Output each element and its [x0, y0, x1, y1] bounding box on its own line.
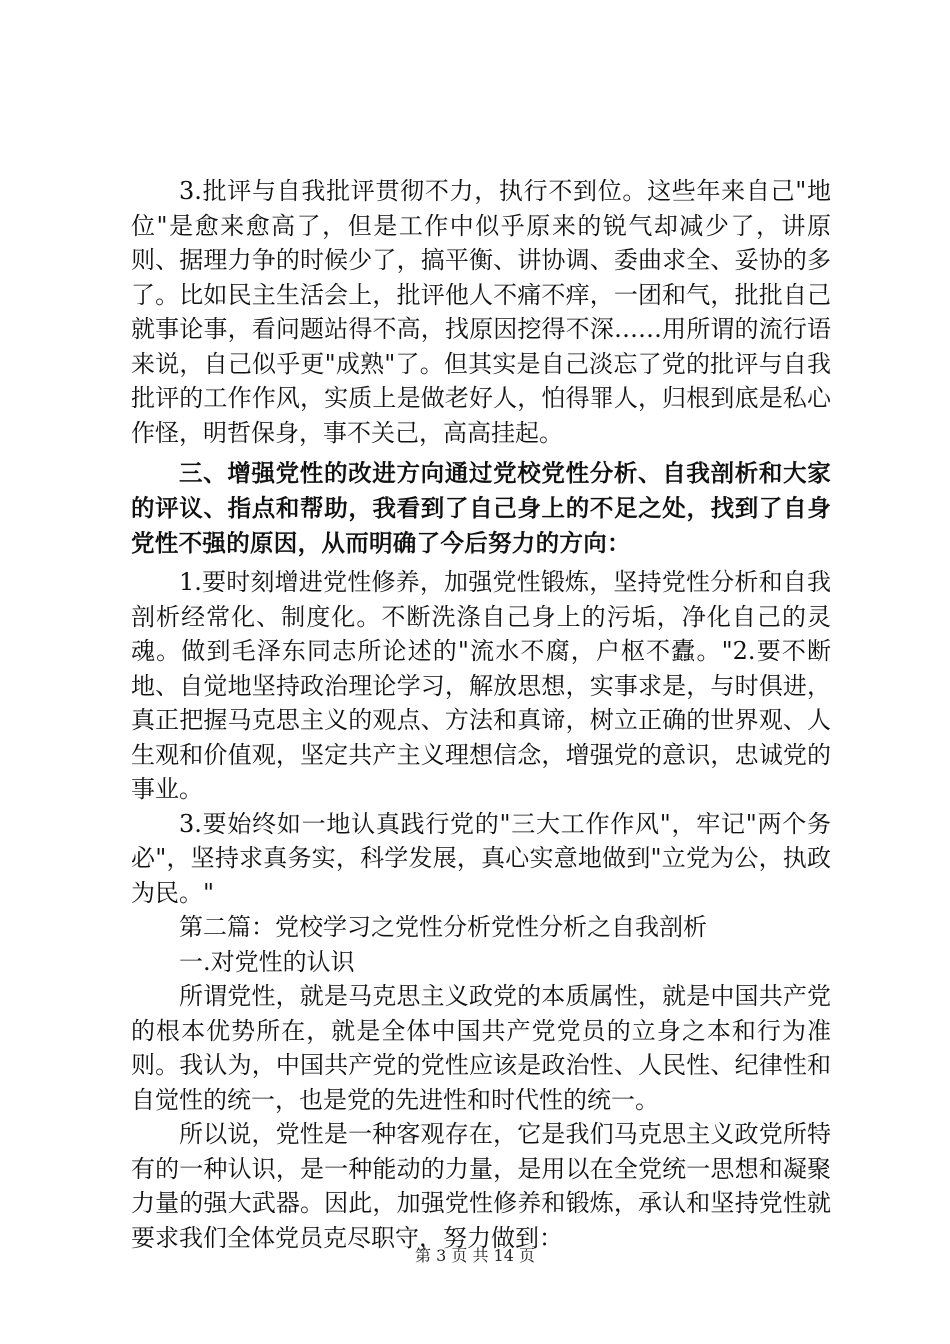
page-number-footer: 第 3 页 共 14 页 [415, 1246, 535, 1265]
paragraph-item-1-2: 1.要时刻增进党性修养，加强党性锻炼，坚持党性分析和自我剖析经常化、制度化。不断洗涤自己身上的污垢，净化自己的灵魂。做到毛泽东同志所论述的"流水不腐，户枢不蠹。"2.要不断地、自觉地坚持政治理论学习，解放思想，实事求是，与时俱进，真正把握马克思主义的观点、方法和真谛，树立正确的世界观、人生观和价值观，坚定共产主义理想信念，增强党的意识，忠诚党的事业。 [131, 568, 831, 803]
paragraph-item-3: 3.要始终如一地认真践行党的"三大工作作风"，牢记"两个务必"，坚持求真务实，科学发展，真心实意地做到"立党为公，执政为民。" [131, 809, 831, 907]
part-two-title: 第二篇：党校学习之党性分析党性分析之自我剖析 [179, 913, 707, 941]
paragraph-conclusion: 所以说，党性是一种客观存在，它是我们马克思主义政党所特有的一种认识，是一种能动的力量，是用以在全党统一思想和凝聚力量的强大武器。因此，加强党性修养和锻炼，承认和坚持党性就要求我们全体党员克尽职守，努力做到： [131, 1120, 831, 1252]
paragraph-criticism: 3.批评与自我批评贯彻不力，执行不到位。这些年来自己"地位"是愈来愈高了，但是工作中似乎原来的锐气却减少了，讲原则、据理力争的时候少了，搞平衡、讲协调、委曲求全、妥协的多了。比如民主生活会上，批评他人不痛不痒，一团和气，批批自己就事论事，看问题站得不高，找原因挖得不深……用所谓的流行语来说，自己似乎更"成熟"了。但其实是自己淡忘了党的批评与自我批评的工作作风，实质上是做老好人，怕得罪人，归根到底是私心作怪，明哲保身，事不关己，高高挂起。 [131, 177, 831, 447]
subheading-party-spirit: 一.对党性的认识 [179, 947, 355, 976]
document-body [131, 174, 831, 1255]
section-heading-improvement: 三、增强党性的改进方向通过党校党性分析、自我剖析和大家的评议、指点和帮助，我看到了自己身上的不足之处，找到了自身党性不强的原因，从而明确了今后努力的方向： [131, 459, 831, 557]
paragraph-definition: 所谓党性，就是马克思主义政党的本质属性，就是中国共产党的根本优势所在，就是全体中国共产党党员的立身之本和行为准则。我认为，中国共产党的党性应该是政治性、人民性、纪律性和自觉性的统一，也是党的先进性和时代性的统一。 [131, 982, 831, 1114]
